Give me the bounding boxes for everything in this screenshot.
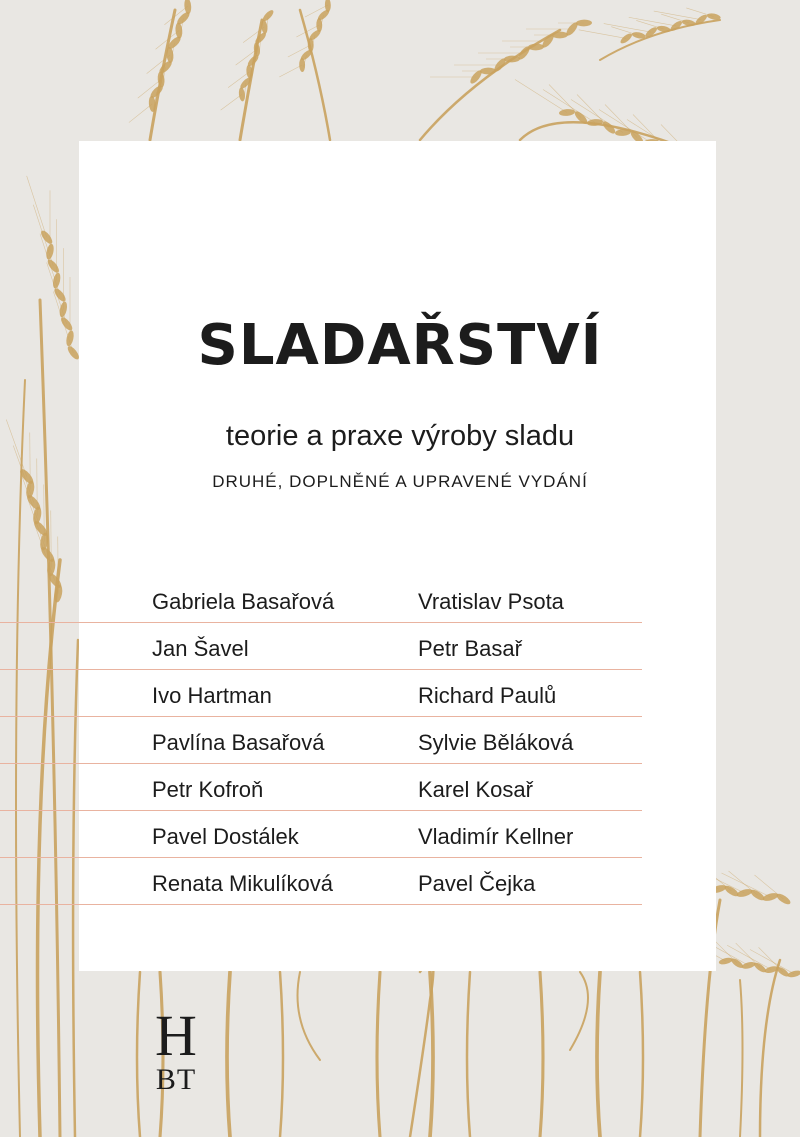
author-name: Vladimír Kellner	[418, 824, 574, 849]
barley-awn	[27, 176, 47, 237]
barley-stem	[298, 972, 321, 1060]
author-name: Karel Kosař	[418, 777, 533, 802]
publisher-logo-letters: BT	[155, 1063, 197, 1096]
barley-awn	[611, 27, 639, 36]
book-title: SLADAŘSTVÍ	[197, 313, 603, 378]
author-name: Vratislav Psota	[418, 589, 564, 614]
author-name: Sylvie Běláková	[418, 730, 574, 755]
barley-stem	[597, 972, 600, 1137]
barley-stem	[570, 972, 588, 1050]
barley-stem	[300, 10, 330, 140]
publisher-logo-letter: H	[155, 1003, 197, 1068]
barley-awn	[543, 90, 595, 123]
barley-stem	[540, 972, 543, 1137]
barley-awn	[221, 94, 242, 110]
barley-grain	[184, 0, 192, 14]
barley-awn	[654, 11, 702, 20]
barley-stem	[467, 972, 470, 1137]
barley-stem	[227, 972, 230, 1137]
barley-awn	[686, 8, 714, 17]
author-name: Pavel Čejka	[418, 871, 536, 896]
barley-awn	[33, 205, 53, 266]
author-name: Gabriela Basařová	[152, 589, 335, 614]
barley-stem	[137, 972, 140, 1137]
book-subtitle: teorie a praxe výroby sladu	[225, 420, 575, 452]
author-name: Ivo Hartman	[152, 683, 272, 708]
barley-stem	[280, 972, 283, 1137]
barley-stem	[640, 972, 643, 1137]
barley-stem	[16, 380, 25, 1137]
title-panel	[79, 141, 716, 971]
author-name: Petr Basař	[418, 636, 522, 661]
publisher-logo	[148, 1003, 204, 1096]
barley-stem	[377, 972, 380, 1137]
author-name: Jan Šavel	[152, 636, 249, 661]
barley-awn	[129, 104, 152, 123]
barley-awn	[604, 24, 652, 33]
barley-awn	[515, 80, 567, 113]
barley-awn	[636, 20, 664, 29]
barley-awn	[629, 17, 677, 26]
barley-stem	[760, 960, 780, 1137]
author-name: Pavlína Basařová	[152, 730, 325, 755]
barley-awn	[279, 65, 302, 77]
barley-awn	[661, 14, 689, 23]
barley-stem	[73, 640, 78, 1137]
author-name: Renata Mikulíková	[152, 871, 333, 896]
barley-awn	[579, 30, 627, 39]
author-name: Pavel Dostálek	[152, 824, 299, 849]
author-name: Petr Kofroň	[152, 777, 264, 802]
edition-note: DRUHÉ, DOPLNĚNÉ A UPRAVENÉ VYDÁNÍ	[212, 472, 588, 491]
author-name: Richard Paulů	[418, 683, 557, 708]
barley-stem	[740, 980, 743, 1137]
